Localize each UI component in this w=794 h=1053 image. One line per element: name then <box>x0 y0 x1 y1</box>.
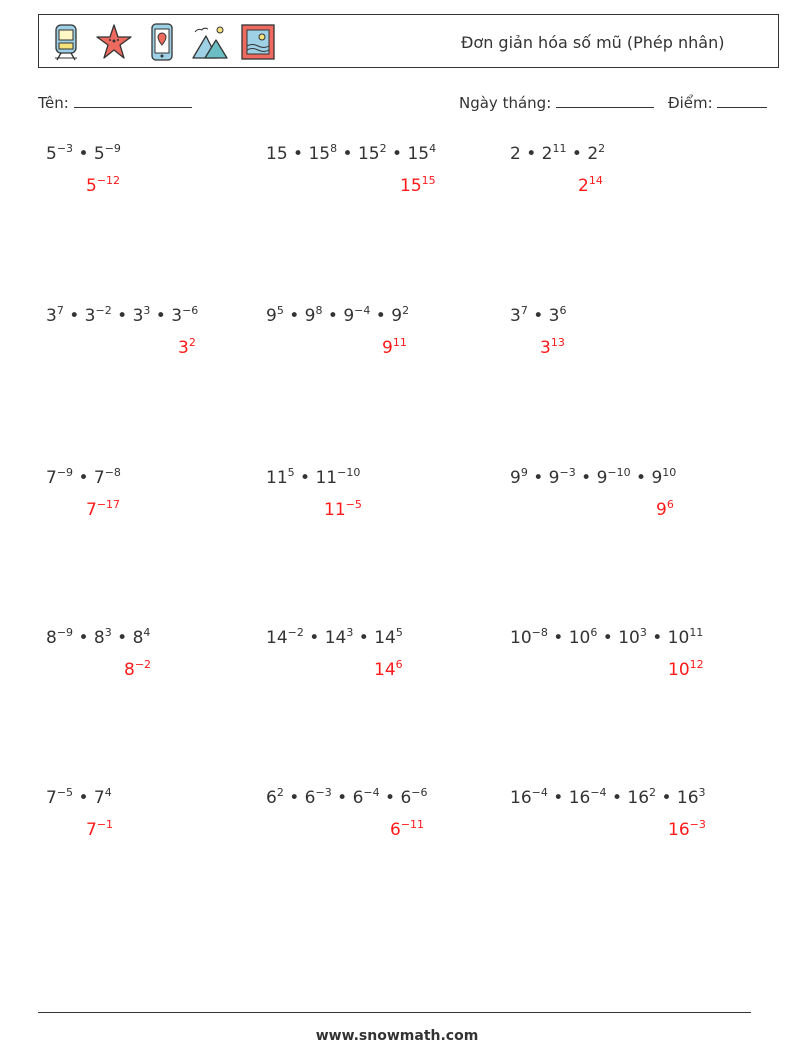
power-term: $9^9$ <box>510 466 528 488</box>
answer <box>86 820 113 840</box>
multiply-dot: • <box>73 788 94 808</box>
multiply-dot: • <box>547 788 569 808</box>
power-term: $8^{-9}$ <box>46 626 74 648</box>
problem-expression <box>46 788 112 808</box>
answer <box>382 338 407 358</box>
power-term: $15^4$ <box>407 142 437 164</box>
power-term: $7^4$ <box>93 786 112 808</box>
multiply-dot: • <box>353 628 375 648</box>
power-term: $16^{-4}$ <box>510 786 548 808</box>
score-blank[interactable] <box>717 94 767 108</box>
power-term: $6^{-3}$ <box>304 786 332 808</box>
multiply-dot: • <box>111 628 133 648</box>
multiply-dot: • <box>547 628 569 648</box>
answer <box>578 176 603 196</box>
date-label: Ngày tháng: <box>459 94 552 112</box>
answer-power: $14^6$ <box>374 658 403 680</box>
multiply-dot: • <box>646 628 668 648</box>
problem-expression <box>46 144 121 164</box>
answer <box>656 500 674 520</box>
answer <box>668 820 706 840</box>
answer-power: $2^{14}$ <box>578 174 603 196</box>
power-term: 2 <box>510 144 521 164</box>
multiply-dot: • <box>331 788 353 808</box>
power-term: 15 <box>266 144 288 164</box>
problem-expression <box>510 468 676 488</box>
name-blank[interactable] <box>74 94 192 108</box>
date-field <box>459 94 654 112</box>
multiply-dot: • <box>379 788 401 808</box>
power-term: $8^3$ <box>93 626 112 648</box>
answer <box>86 500 120 520</box>
answer-power: $3^2$ <box>178 336 196 358</box>
answer <box>324 500 362 520</box>
multiply-dot: • <box>520 144 542 164</box>
header-box <box>38 14 779 68</box>
answer-power: $9^{11}$ <box>382 336 407 358</box>
power-term: $6^2$ <box>266 786 284 808</box>
power-term: $16^{-4}$ <box>568 786 607 808</box>
power-term: $3^{-6}$ <box>171 304 199 326</box>
power-term: $9^{-3}$ <box>548 466 576 488</box>
power-term: $7^{-8}$ <box>93 466 121 488</box>
problem-expression <box>510 144 605 164</box>
power-term: $11^{-10}$ <box>315 466 361 488</box>
problem-expression <box>510 628 703 648</box>
power-term: $3^7$ <box>510 304 528 326</box>
power-term: $14^5$ <box>374 626 403 648</box>
power-term: $5^{-3}$ <box>46 142 74 164</box>
power-term: $9^8$ <box>304 304 323 326</box>
multiply-dot: • <box>566 144 588 164</box>
multiply-dot: • <box>337 144 358 164</box>
multiply-dot: • <box>294 468 316 488</box>
multiply-dot: • <box>63 306 85 326</box>
answer-power: $6^{-11}$ <box>390 818 425 840</box>
multiply-dot: • <box>150 306 172 326</box>
problem-expression <box>46 306 198 326</box>
power-term: $3^6$ <box>548 304 567 326</box>
footer-divider <box>38 1012 751 1013</box>
power-term: $5^{-9}$ <box>93 142 121 164</box>
power-term: $9^2$ <box>391 304 410 326</box>
multiply-dot: • <box>283 788 305 808</box>
problem-expression <box>266 306 409 326</box>
multiply-dot: • <box>656 788 677 808</box>
power-term: $10^6$ <box>568 626 598 648</box>
phone-location-icon <box>143 22 181 62</box>
answer <box>540 338 565 358</box>
name-label: Tên: <box>38 94 69 112</box>
picture-frame-icon <box>239 22 277 62</box>
power-term: $3^{-2}$ <box>84 304 112 326</box>
power-term: $16^3$ <box>676 786 706 808</box>
multiply-dot: • <box>527 306 549 326</box>
multiply-dot: • <box>606 788 628 808</box>
power-term: $7^{-5}$ <box>46 786 74 808</box>
multiply-dot: • <box>287 144 309 164</box>
multiply-dot: • <box>386 144 408 164</box>
answer-power: $8^{-2}$ <box>124 658 152 680</box>
power-term: $15^8$ <box>308 142 338 164</box>
tram-icon <box>47 22 85 62</box>
power-term: $6^{-6}$ <box>400 786 428 808</box>
answer <box>178 338 196 358</box>
power-term: $10^{11}$ <box>667 626 704 648</box>
answer <box>400 176 436 196</box>
power-term: $2^2$ <box>587 142 606 164</box>
power-term: $11^5$ <box>266 466 295 488</box>
multiply-dot: • <box>73 144 94 164</box>
score-label: Điểm: <box>668 94 713 112</box>
multiply-dot: • <box>575 468 597 488</box>
starfish-icon <box>95 22 133 62</box>
problem-expression <box>46 628 150 648</box>
power-term: $3^7$ <box>46 304 64 326</box>
multiply-dot: • <box>322 306 344 326</box>
power-term: $10^{-8}$ <box>510 626 548 648</box>
multiply-dot: • <box>597 628 619 648</box>
multiply-dot: • <box>73 468 94 488</box>
power-term: $3^3$ <box>132 304 151 326</box>
multiply-dot: • <box>303 628 325 648</box>
power-term: $2^{11}$ <box>541 142 567 164</box>
answer-power: $5^{-12}$ <box>86 174 121 196</box>
answer-power: $16^{-3}$ <box>668 818 706 840</box>
power-term: $9^{-10}$ <box>596 466 631 488</box>
power-term: $9^{-4}$ <box>343 304 371 326</box>
answer <box>124 660 151 680</box>
answer-power: $7^{-1}$ <box>86 818 114 840</box>
multiply-dot: • <box>283 306 305 326</box>
power-term: $9^{10}$ <box>651 466 677 488</box>
answer-power: $3^{13}$ <box>540 336 565 358</box>
answer <box>390 820 424 840</box>
problem-expression <box>510 306 567 326</box>
power-term: $8^4$ <box>132 626 151 648</box>
answer-power: $9^6$ <box>656 498 674 520</box>
problem-expression <box>46 468 121 488</box>
power-term: $10^3$ <box>618 626 647 648</box>
answer <box>668 660 704 680</box>
multiply-dot: • <box>73 628 94 648</box>
score-field <box>668 94 767 112</box>
multiply-dot: • <box>527 468 549 488</box>
answer-power: $15^{15}$ <box>400 174 436 196</box>
power-term: $14^3$ <box>324 626 354 648</box>
answer-power: $10^{12}$ <box>668 658 704 680</box>
problem-expression <box>266 628 403 648</box>
multiply-dot: • <box>370 306 392 326</box>
problem-expression <box>266 788 428 808</box>
problem-expression <box>266 468 360 488</box>
problem-expression <box>510 788 706 808</box>
power-term: $6^{-4}$ <box>352 786 380 808</box>
power-term: $16^2$ <box>627 786 657 808</box>
answer <box>374 660 403 680</box>
power-term: $9^5$ <box>266 304 284 326</box>
answer-power: $7^{-17}$ <box>86 498 121 520</box>
power-term: $7^{-9}$ <box>46 466 74 488</box>
worksheet-title: Đơn giản hóa số mũ (Phép nhân) <box>461 33 725 52</box>
multiply-dot: • <box>630 468 652 488</box>
power-term: $14^{-2}$ <box>266 626 304 648</box>
name-field <box>38 94 192 112</box>
answer <box>86 176 120 196</box>
header-icons <box>47 21 277 63</box>
answer-power: $11^{-5}$ <box>324 498 362 520</box>
problem-expression <box>266 144 436 164</box>
power-term: $15^2$ <box>357 142 387 164</box>
multiply-dot: • <box>111 306 133 326</box>
footer-url: www.snowmath.com <box>315 1028 479 1044</box>
date-blank[interactable] <box>556 94 654 108</box>
mountains-icon <box>191 22 229 62</box>
